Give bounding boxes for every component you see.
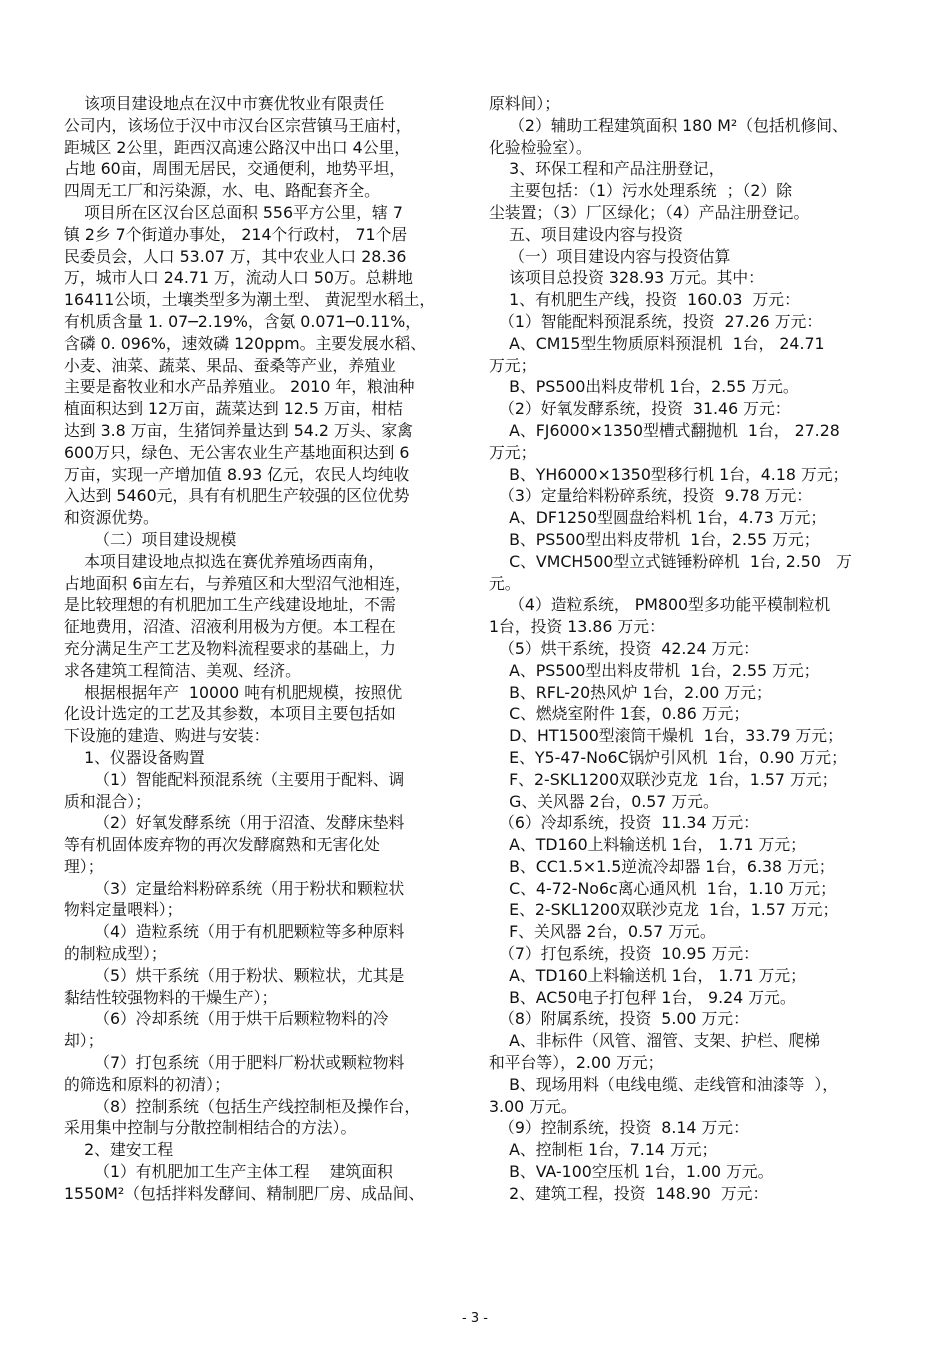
text-line: 有机质含量 1. 07─2.19%，含氨 0.071─0.11%， — [64, 311, 422, 331]
text-line: 质和混合）； — [64, 791, 151, 811]
text-line: （1）智能配料预混系统（主要用于配料、调 — [64, 769, 405, 789]
text-line: （5）烘干系统，投资 42.24 万元： — [489, 638, 759, 658]
text-line: （一）项目建设内容与投资估算 — [489, 246, 731, 266]
left-text-column — [64, 93, 446, 1205]
text-line: C、4-72-No6c离心通风机 1台，1.10 万元； — [489, 878, 836, 898]
text-line: A、FJ6000×1350型槽式翻抛机 1台， 27.28 — [489, 420, 840, 440]
text-line: 五、项目建设内容与投资 — [489, 224, 683, 244]
text-line: 的筛选和原料的初清）； — [64, 1074, 230, 1094]
text-line: 小麦、油菜、蔬菜、果品、蚕桑等产业，养殖业 — [64, 355, 396, 375]
text-line: 本项目建设地点拟选在赛优养殖场西南角， — [64, 551, 385, 571]
text-line: 16411公顷，土壤类型多为潮土型、 黄泥型水稻土， — [64, 290, 436, 310]
text-line: （3）定量给料粉碎系统（用于粉状和颗粒状 — [64, 878, 405, 898]
text-line: 占地 60亩，周围无居民，交通便利，地势平坦， — [64, 159, 406, 179]
text-line: （7）打包系统（用于肥料厂粉状或颗粒物料 — [64, 1053, 405, 1073]
text-line: （3）定量给料粉碎系统，投资 9.78 万元： — [489, 486, 813, 506]
text-line: 3.00 万元。 — [489, 1096, 577, 1116]
text-line: 万元； — [489, 442, 537, 462]
text-line: （6）冷却系统，投资 11.34 万元： — [489, 813, 759, 833]
text-line: 1台，投资 13.86 万元： — [489, 617, 665, 637]
text-line: 该项目建设地点在汉中市赛优牧业有限责任 — [64, 94, 385, 113]
text-line: B、PS500型出料皮带机 1台，2.55 万元； — [489, 529, 820, 549]
text-line: 3、环保工程和产品注册登记， — [489, 159, 725, 179]
text-line: 1、仪器设备购置 — [64, 747, 205, 767]
text-line: 含磷 0. 096%，速效磷 120ppm。主要发展水稻、 — [64, 333, 427, 353]
text-line: （5）烘干系统（用于粉状、颗粒状，尤其是 — [64, 965, 405, 985]
text-line: （4）造粒系统（用于有机肥颗粒等多种原料 — [64, 922, 405, 942]
text-line: （9）控制系统，投资 8.14 万元： — [489, 1118, 749, 1138]
text-line: （6）冷却系统（用于烘干后颗粒物料的冷 — [64, 1009, 389, 1029]
text-line: （2）辅助工程建筑面积 180 M²（包括机修间、 — [489, 115, 848, 135]
text-line: A、TD160上料输送机 1台， 1.71 万元； — [489, 835, 806, 855]
text-line: （2）好氧发酵系统，投资 31.46 万元： — [489, 399, 791, 419]
text-line: B、PS500出料皮带机 1台，2.55 万元。 — [489, 377, 799, 397]
text-line: （7）打包系统，投资 10.95 万元： — [489, 944, 759, 964]
text-line: 理）； — [64, 856, 104, 876]
text-line: C、VMCH500型立式链锤粉碎机 1台, 2.50 万 — [489, 551, 852, 571]
text-line: 物料定量喂料）； — [64, 900, 183, 920]
text-line: A、控制柜 1台，7.14 万元； — [489, 1140, 718, 1160]
text-line: （4）造粒系统， PM800型多功能平模制粒机 — [489, 595, 831, 615]
text-line: 采用集中控制与分散控制相结合的方法）。 — [64, 1118, 357, 1138]
text-line: 2、建安工程 — [64, 1140, 174, 1160]
text-line: 元。 — [489, 573, 521, 593]
text-line: 万，城市人口 24.71 万，流动人口 50万。总耕地 — [64, 268, 413, 288]
text-line: A、非标件（风管、溜管、支架、护栏、爬梯 — [489, 1031, 821, 1051]
text-line: 充分满足生产工艺及物料流程要求的基础上，力 — [64, 638, 396, 658]
text-line: B、CC1.5×1.5逆流冷却器 1台，6.38 万元； — [489, 856, 835, 876]
text-line: 等有机固体废弃物的再次发酵腐熟和无害化处 — [64, 835, 380, 855]
text-line: B、AC50电子打包秤 1台， 9.24 万元。 — [489, 987, 796, 1007]
text-line: 民委员会，人口 53.07 万，其中农业人口 28.36 — [64, 246, 407, 266]
text-line: A、DF1250型圆盘给料机 1台，4.73 万元； — [489, 508, 827, 528]
text-line: 四周无工厂和污染源，水、电、路配套齐全。 — [64, 181, 380, 201]
text-line: B、现场用料（电线电缆、走线管和油漆等 ）， — [489, 1074, 839, 1094]
text-line: B、YH6000×1350型移行机 1台，4.18 万元； — [489, 464, 849, 484]
text-line: D、HT1500型滚筒干燥机 1台，33.79 万元； — [489, 726, 843, 746]
text-line: 主要是畜牧业和水产品养殖业。 2010 年，粮油种 — [64, 377, 415, 397]
text-line: E、Y5-47-No6C锅炉引风机 1台，0.90 万元； — [489, 747, 847, 767]
text-line: 达到 3.8 万亩，生猪饲养量达到 54.2 万头、家禽 — [64, 420, 413, 440]
text-line: B、RFL-20热风炉 1台，2.00 万元； — [489, 682, 772, 702]
text-line: 距城区 2公里，距西汉高速公路汉中出口 4公里， — [64, 137, 411, 157]
text-line: 和平台等），2.00 万元； — [489, 1053, 664, 1073]
text-line: C、燃烧室附件 1套，0.86 万元； — [489, 704, 750, 724]
text-line: 该项目总投资 328.93 万元。其中： — [489, 268, 764, 288]
text-line: 镇 2乡 7个街道办事处， 214个行政村， 71个居 — [64, 224, 408, 244]
text-line: E、2-SKL1200双联沙克龙 1台，1.57 万元； — [489, 900, 839, 920]
text-line: G、关风器 2台，0.57 万元。 — [489, 791, 719, 811]
text-line: 1、有机肥生产线，投资 160.03 万元： — [489, 290, 800, 310]
text-line: A、TD160上料输送机 1台， 1.71 万元； — [489, 965, 806, 985]
text-line: （1）智能配料预混系统，投资 27.26 万元： — [489, 311, 823, 331]
text-line: 原料间）； — [489, 94, 561, 113]
text-line: 根据根据年产 10000 吨有机肥规模，按照优 — [64, 682, 403, 702]
text-line: B、VA-100空压机 1台，1.00 万元。 — [489, 1162, 774, 1182]
right-text-column — [489, 93, 895, 1205]
page-number: - 3 - — [462, 1311, 488, 1326]
text-line: 植面积达到 12万亩，蔬菜达到 12.5 万亩，柑桔 — [64, 399, 403, 419]
text-line: A、CM15型生物质原料预混机 1台， 24.71 — [489, 333, 825, 353]
text-line: （1）有机肥加工生产主体工程 建筑面积 — [64, 1162, 393, 1182]
text-line: 和资源优势。 — [64, 508, 159, 528]
text-line: 主要包括：（1）污水处理系统 ；（2）除 — [489, 181, 792, 201]
text-line: 征地费用，沼渣、沼液利用极为方便。本工程在 — [64, 617, 396, 637]
text-line: （二）项目建设规模 — [64, 529, 237, 549]
text-line: 是比较理想的有机肥加工生产线建设地址，不需 — [64, 595, 396, 615]
text-line: 占地面积 6亩左右，与养殖区和大型沼气池相连， — [64, 573, 411, 593]
text-line: 2、建筑工程，投资 148.90 万元： — [489, 1183, 769, 1203]
text-line: 下设施的建造、购进与安装： — [64, 726, 270, 746]
text-line: （2）好氧发酵系统（用于沼渣、发酵床垫料 — [64, 813, 405, 833]
text-line: 1550M²（包括拌料发酵间、精制肥厂房、成品间、 — [64, 1183, 425, 1203]
text-line: F、关风器 2台，0.57 万元。 — [489, 922, 716, 942]
text-line: 项目所在区汉台区总面积 556平方公里，辖 7 — [64, 202, 403, 222]
text-line: 黏结性较强物料的干燥生产）； — [64, 987, 278, 1007]
text-line: 公司内，该场位于汉中市汉台区宗营镇马王庙村， — [64, 115, 412, 135]
text-line: 化验检验室）。 — [489, 137, 592, 157]
text-line: 化设计选定的工艺及其参数，本项目主要包括如 — [64, 704, 396, 724]
text-line: F、2-SKL1200双联沙克龙 1台，1.57 万元； — [489, 769, 838, 789]
text-line: 万亩，实现一产增加值 8.93 亿元，农民人均纯收 — [64, 464, 410, 484]
text-line: 入达到 5460元，具有有机肥生产较强的区位优势 — [64, 486, 410, 506]
text-line: 尘装置；（3）厂区绿化；（4）产品注册登记。 — [489, 202, 810, 222]
text-line: 万元； — [489, 355, 537, 375]
text-line: （8）控制系统（包括生产线控制柜及操作台， — [64, 1096, 421, 1116]
text-line: A、PS500型出料皮带机 1台，2.55 万元； — [489, 660, 820, 680]
text-line: （8）附属系统，投资 5.00 万元： — [489, 1009, 749, 1029]
text-line: 求各建筑工程简洁、美观、经济。 — [64, 660, 301, 680]
text-line: 却）； — [64, 1031, 104, 1051]
text-line: 600万只，绿色、无公害农业生产基地面积达到 6 — [64, 442, 410, 462]
text-line: 的制粒成型）； — [64, 944, 167, 964]
